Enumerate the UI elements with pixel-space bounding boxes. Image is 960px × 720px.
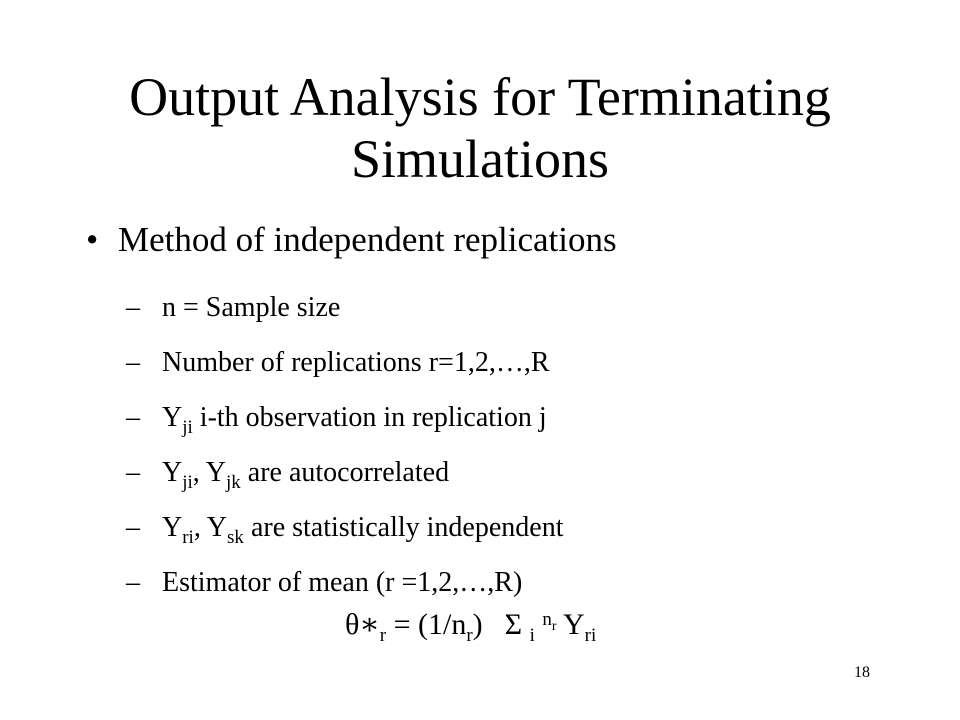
sub-item-num-replications: [126, 335, 564, 390]
sub-item-text: are statistically independent: [243, 512, 564, 543]
subscript-r: r: [466, 625, 473, 646]
subscript-ji: ji: [182, 417, 193, 438]
sub-item-text: are autocorrelated: [240, 457, 450, 488]
sub-item-autocorrelated: [126, 445, 564, 500]
subscript-ri: ri: [584, 625, 597, 646]
sub-item-text: i-th observation in replication j: [192, 402, 547, 433]
page-number: 18: [854, 664, 870, 681]
var-y: Y: [162, 512, 183, 543]
dash-icon: –: [126, 512, 140, 543]
sub-item-independent: [126, 500, 564, 555]
var-y: Y: [562, 608, 585, 641]
subscript-sk: sk: [227, 527, 244, 548]
sub-item-text: Estimator of mean (r =1,2,…,R): [162, 567, 523, 598]
subscript-r: r: [379, 625, 387, 646]
formula-equals: = (1/n: [386, 608, 467, 641]
estimator-formula: [345, 603, 596, 647]
dash-icon: –: [126, 292, 140, 323]
subscript-ri: ri: [182, 527, 194, 548]
var-y: Y: [162, 457, 183, 488]
formula-close-paren: ): [472, 608, 483, 641]
subscript-jk: jk: [225, 472, 241, 493]
sub-bullet-list: [126, 280, 564, 610]
dash-icon: –: [126, 402, 140, 433]
sigma-symbol: Σ: [504, 608, 523, 641]
subscript-ji: ji: [182, 472, 193, 493]
dash-icon: –: [126, 347, 140, 378]
main-bullet-text: Method of independent replications: [118, 220, 617, 259]
sub-item-observation: [126, 390, 564, 445]
subscript-r: r: [551, 619, 557, 634]
bullet-dot-icon: •: [86, 220, 99, 259]
subscript-i: i: [529, 625, 535, 646]
sub-item-text: Number of replications r=1,2,…,R: [162, 347, 550, 378]
dash-icon: –: [126, 567, 140, 598]
slide-title: [0, 66, 960, 190]
var-y: Y: [162, 402, 183, 433]
slide-title-line-1: Output Analysis for Terminating: [129, 67, 831, 127]
slide-title-line-2: Simulations: [350, 129, 610, 189]
superscript-n: n: [542, 609, 552, 630]
sub-item-text: n = Sample size: [162, 292, 341, 323]
sub-item-sample-size: [126, 280, 564, 335]
dash-icon: –: [126, 457, 140, 488]
sub-item-estimator: [126, 555, 564, 610]
separator-y: , Y: [192, 457, 226, 488]
theta-star-symbol: θ∗: [345, 608, 380, 641]
main-bullet: [86, 218, 617, 262]
separator-y: , Y: [193, 512, 228, 543]
